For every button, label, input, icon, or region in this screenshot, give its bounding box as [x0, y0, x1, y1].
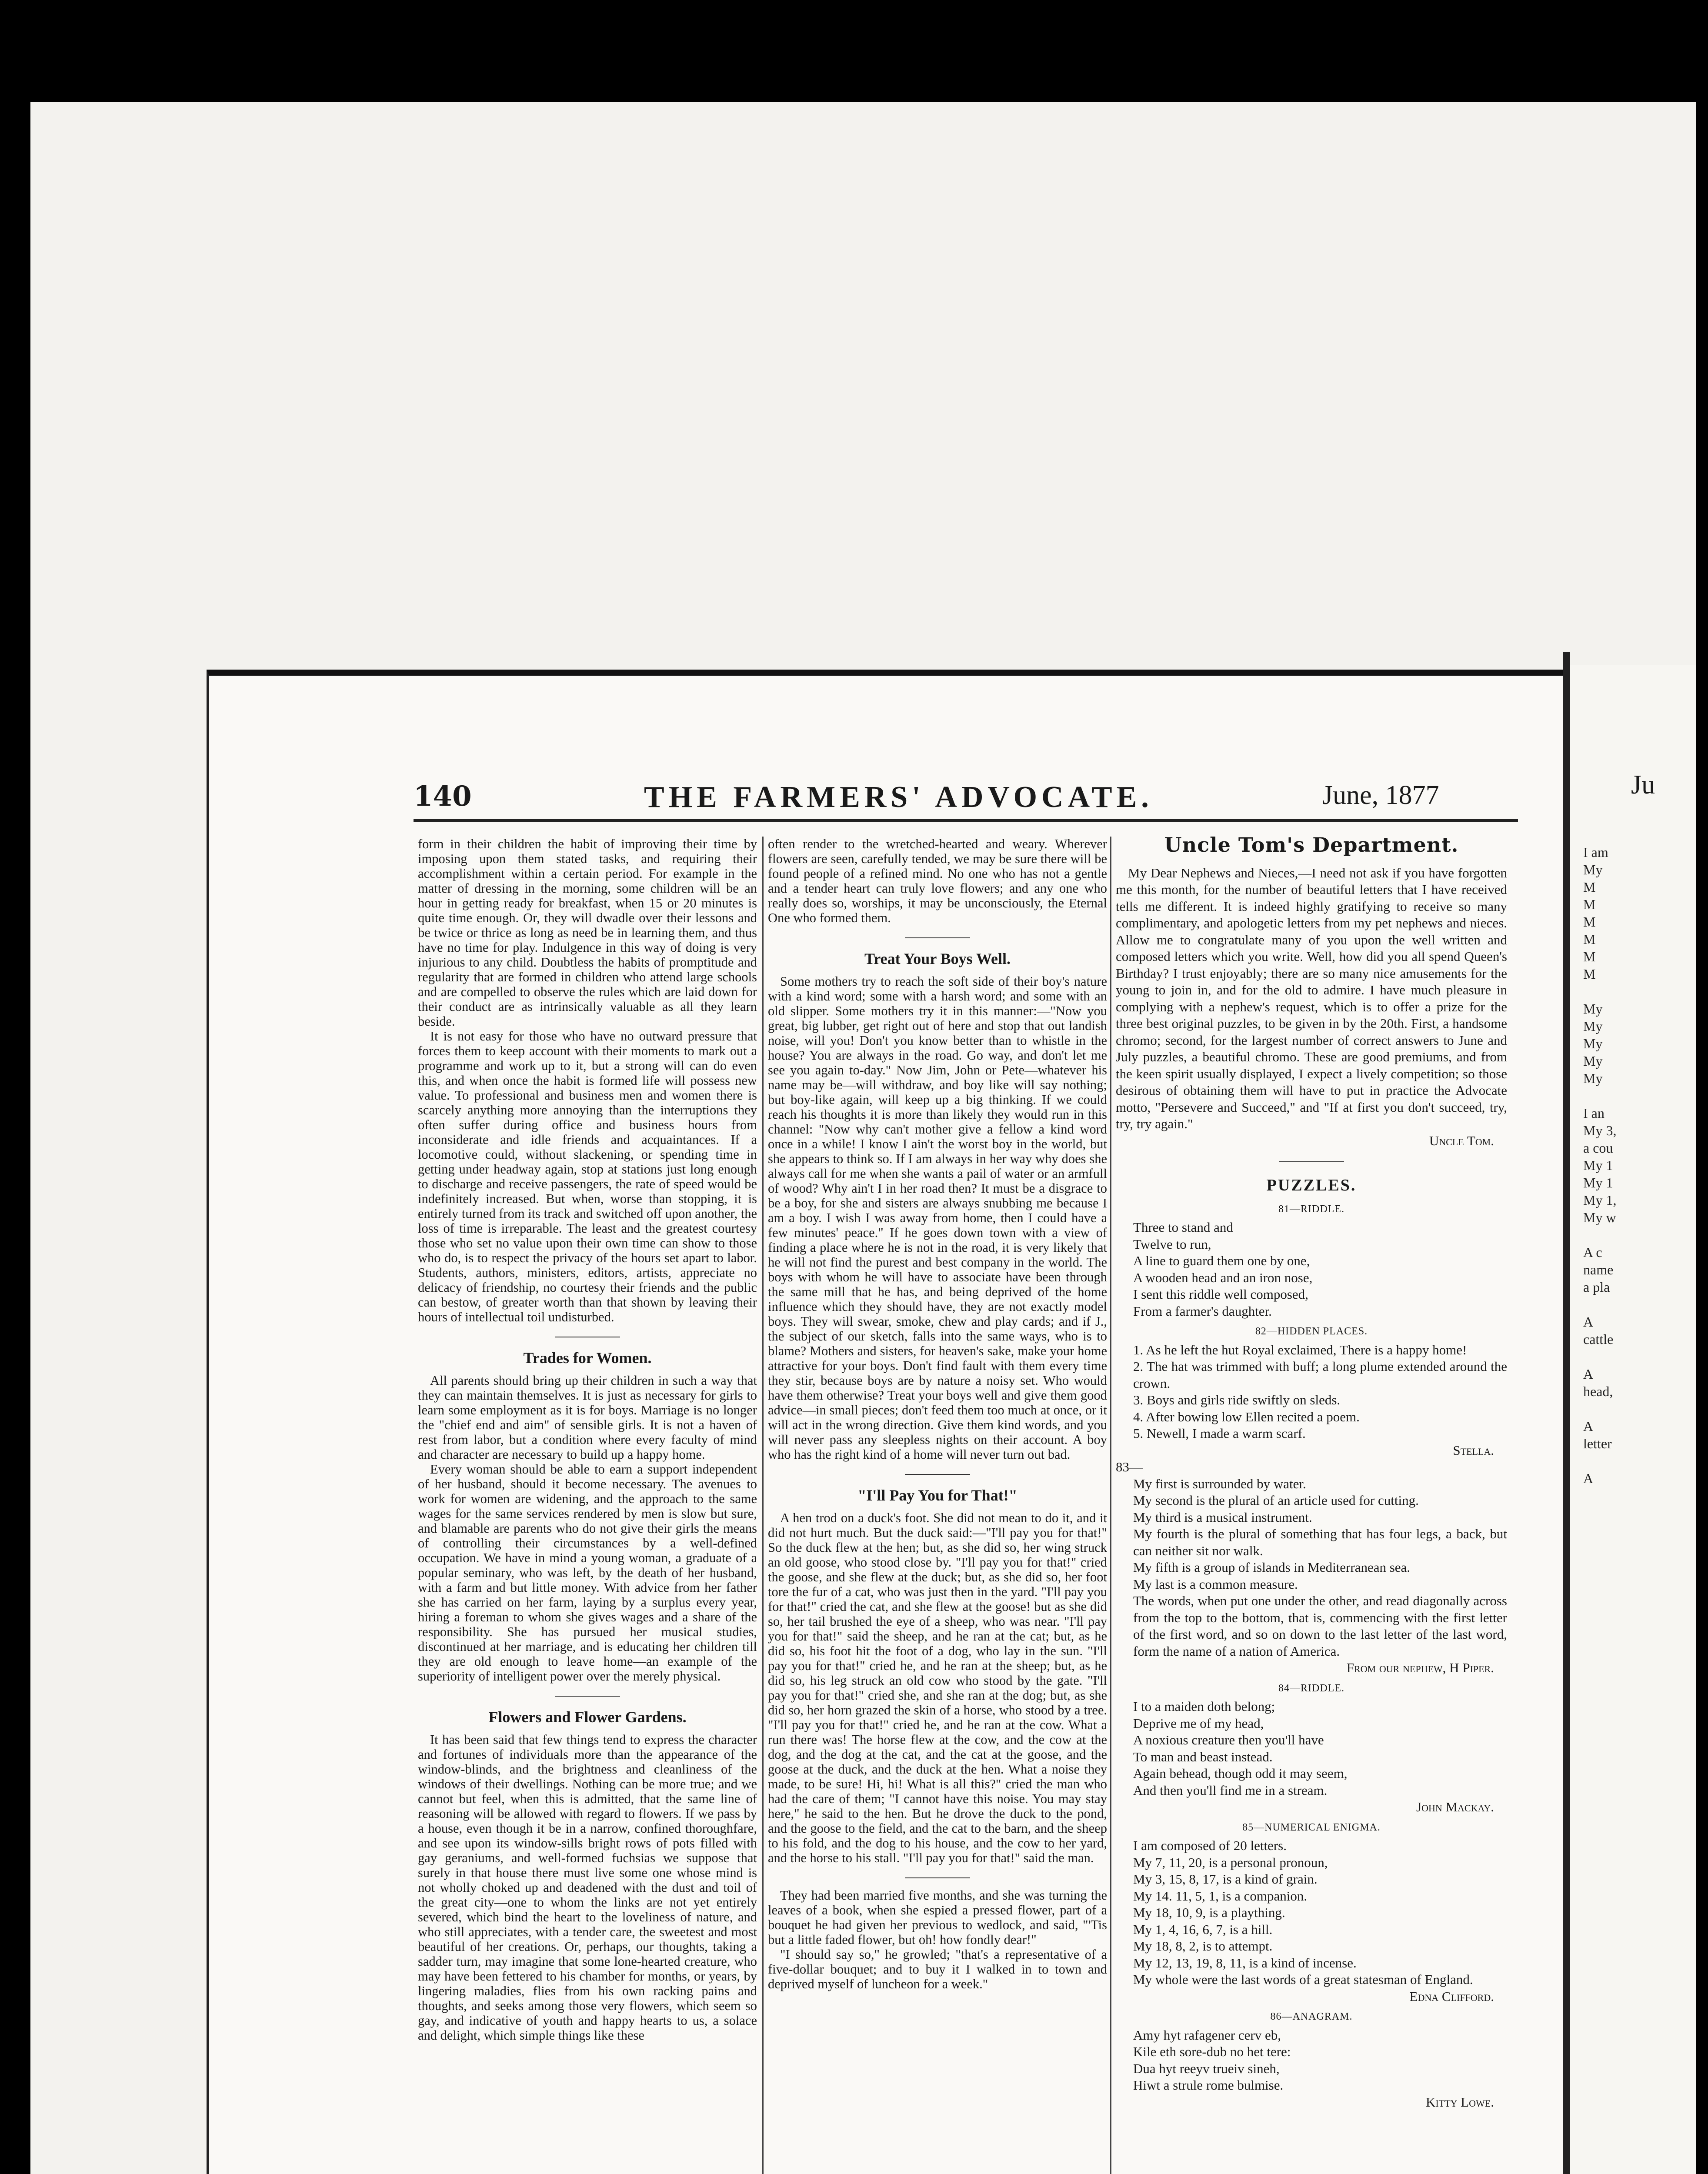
text-line: My — [1583, 862, 1603, 877]
text-line: I am — [1583, 844, 1608, 860]
article-paragraph: It has been said that few things tend to express the character and fortunes of individuals more than the appearance of the window-blinds, and the brightness and cleanliness of the windows of their dwellings. Nothing can be more true; and we cannot but feel, when this is admitted, that the same line of reasoning will be allowed with regard to flowers. If we pass by a house, even though it be in a narrow, confined thoroughfare, and see upon its window-sills bright rows of pots filled with gay geraniums, and well-formed fuchsias we suppose that surely in that house there must live some one whose mind is not wholly choked up and deadened with the dust and toil of the great city—one to whom the links are not yet entirely severed, which bind the heart to the loveliness of nature, and who still appreciates, with a tender care, the sweetest and most beautiful of her creations. Or, perhaps, our thoughts, taking a sadder turn, may imagine that some lone-hearted creature, who may have been fettered to his chamber for months, or years, by lingering maladies, flies from his own racking pains and thoughts, and seeks among those very flowers, which seem so gay, and indicative of youth and happy hearts to us, a solace and delight, which simple things like these — [418, 1732, 757, 2043]
article-heading-pay: "I'll Pay You for That!" — [857, 1487, 1017, 1504]
text-line — [1583, 983, 1696, 1000]
text-line: My third is a musical instrument. — [1133, 1509, 1312, 1525]
article-separator — [1279, 1161, 1344, 1162]
article-heading-boys: Treat Your Boys Well. — [864, 950, 1011, 967]
text-line: Deprive me of my head, — [1133, 1715, 1264, 1731]
text-line — [1583, 1226, 1696, 1244]
puzzle-81-lines — [1133, 1219, 1507, 1320]
puzzle-heading: 82—HIDDEN PLACES. — [1255, 1326, 1368, 1337]
text-line: I to a maiden doth belong; — [1133, 1699, 1275, 1714]
text-line: My 1, — [1583, 1192, 1617, 1208]
column-3 — [1116, 837, 1507, 2174]
puzzle-heading: 84—RIDDLE. — [1278, 1682, 1344, 1694]
masthead-title: THE FARMERS' ADVOCATE. — [644, 780, 1153, 814]
text-line: My 12, 13, 19, 8, 11, is a kind of incense. — [1133, 1955, 1357, 1971]
text-line: M — [1583, 879, 1596, 895]
text-line — [1583, 1296, 1696, 1313]
puzzle-heading: 83— — [1116, 1459, 1143, 1474]
film-border-top — [0, 0, 1708, 102]
text-line: A noxious creature then you'll have — [1133, 1732, 1324, 1747]
text-line: My — [1583, 1070, 1603, 1086]
article-paragraph: Some mothers try to reach the soft side of their boy's nature with a kind word; some with a harsh word; and some with an old slipper. Some mothers try it in this manner:—"Now you great, big lubber, get right out of here and stop that out landish noise, will you! Don't you know better than to whistle in the house? You are always in the road. Go way, and don't let me see you again to-day." Now Jim, John or Pete—whatever his name may be—will withdraw, and boy like will say nothing; but boy-like again, will keep up a big thinking. If we could reach his thoughts it is more than likely they would run in this channel: "Now why can't mother give a fellow a kind word once in a while! I know I ain't the worst boy in the world, but she appears to think so. If I am always in her way why does she always call for me when she wants a pail of water or an armfull of wood? Why ain't I in her road then? It must be a disgrace to be a boy, for she and sisters are always snubbing me because I am a boy. I wish I was away from home, then I could have a few minutes' peace." If he goes down town with a view of finding a place where he is not in the road, it is very likely that he will not find the purest and best company in the world. The boys with whom he will have to associate have been through the same mill that he has, and being deprived of the home influence which they should have, they are not exactly model boys. They will swear, smoke, chew and play cards; and if J., the subject of our sketch, falls into the same ways, who is to blame? Mothers and sisters, for heaven's sake, make your home attractive for your boys. Don't find fault with them every time they stir, because boys are by nature a noisy set. Who would have them otherwise? Treat your boys well and give them good advice—in small pieces; don't feed them too much at once, or it will act in the wrong direction. Give them kind words, and you will never pass any sleepless nights on their account. A boy who has the right kind of a home will never turn out bad. — [768, 974, 1107, 1462]
text-line: And then you'll find me in a stream. — [1133, 1782, 1328, 1798]
article-paragraph: Every woman should be able to earn a support independent of her husband, should it become necessary. The avenues to work for women are widening, and the approach to the same wages for the same services rendered by men is slow but sure, and blamable are parents who do not give their girls the means of controlling their circumstances by a well-defined occupation. We have in mind a young woman, a graduate of a popular seminary, who was left, by the death of her husband, with a farm and but little money. With advice from her father she has carried on her farm, laying by a surplus every year, hiring a foreman to whom she gives wages and a share of the responsibility. She has pursued her musical studies, discontinued at her marriage, and is educating her children till they are old enough to leave home—an example of the superiority of intelligent power over the merely physical. — [418, 1462, 757, 1684]
text-line: A — [1583, 1470, 1594, 1486]
text-line: My 18, 10, 9, is a plaything. — [1133, 1905, 1285, 1920]
text-line: My fourth is the plural of something that has four legs, a back, but can neither sit nor walk. — [1133, 1526, 1507, 1558]
puzzle-heading: 81—RIDDLE. — [1278, 1203, 1344, 1215]
text-line: My 1 — [1583, 1157, 1613, 1173]
issue-date: June, 1877 — [1322, 780, 1439, 810]
text-line: My first is surrounded by water. — [1133, 1476, 1306, 1491]
text-line: 4. After bowing low Ellen recited a poem. — [1133, 1409, 1360, 1424]
puzzles-heading: PUZZLES. — [1266, 1176, 1357, 1194]
article-paragraph: A hen trod on a duck's foot. She did not mean to do it, and it did not hurt much. But the duck said:—"I'll pay you for that!" So the duck flew at the hen; but, as she did so, her wing struck an old goose, who stood close by. "I'll pay you for that!" cried the goose, and she flew at the duck; but, as she did so, her foot tore the fur of a cat, who was just then in the yard. "I'll pay you for that!" cried the cat, and she flew at the goose! but as she did so, her tail brushed the eye of a sheep, who was near. "I'll pay you for that!" said the sheep, and he ran at the cat; but, as he did so, his foot hit the foot of a dog, who lay in the sun. "I'll pay you for that!" cried he, and he ran at the sheep; but, as he did so, his leg struck an old cow who stood by the gate. "I'll pay you for that!" cried she, and she ran at the dog; but, as she did so, her horn grazed the skin of a horse, who stood by a tree. "I'll pay you for that!" cried he, and he ran at the cow. What a run there was! The horse flew at the cow, and the cow at the dog, and the dog at the cat, and the cat at the goose, and the goose at the duck, and the duck at the hen. What a noise they made, to be sure! Hi, hi! What is all this?" cried the man who had the care of them; "I cannot have this noise. You may stay here," he said to the hen. But he drove the duck to the pond, and the goose to the field, and the cat to the barn, and the sheep to his fold, and the dog to his house, and the cow to her yard, and the horse to his stall. "I'll pay you for that!" said the man. — [768, 1510, 1107, 1865]
text-line: M — [1583, 914, 1596, 930]
text-line: 3. Boys and girls ride swiftly on sleds. — [1133, 1392, 1341, 1407]
department-title: Uncle Tom's Department. — [1164, 837, 1459, 857]
text-line: My — [1583, 1018, 1603, 1034]
text-line: My 3, 15, 8, 17, is a kind of grain. — [1133, 1871, 1318, 1887]
text-line: 1. As he left the hut Royal exclaimed, There is a happy home! — [1133, 1342, 1467, 1357]
text-line: A — [1583, 1418, 1594, 1434]
text-line: Dua hyt reeyv trueiv sineh, — [1133, 2061, 1280, 2076]
newspaper-page — [207, 670, 1568, 2174]
film-border-right — [1696, 0, 1708, 2174]
text-line: letter — [1583, 1436, 1612, 1451]
signature: John Mackay. — [1416, 1799, 1494, 1814]
puzzle-84-lines — [1133, 1698, 1507, 1799]
text-line: The words, when put one under the other, and read diagonally across from the top to the bottom, that is, commencing with the first letter of the first word, and so on down to the last letter of the last word, form the name of a nation of America. — [1133, 1593, 1507, 1659]
uncle-tom-letter: My Dear Nephews and Nieces,—I need not ask if you have forgotten me this month, for the number of beautiful letters that I have received tells me different. It is indeed highly gratifying to receive so many complimentary, and apologetic letters from my pet nephews and nieces. Allow me to congratulate many of you upon the well written and composed letters which you write. Well, how did you all spend Queen's Birthday? I trust enjoyably; there are so many nice amusements for the young to join in, and for the old to admire. I have much pleasure in complying with a nephew's request, which is to offer a prize for the three best original puzzles, to be given in by the 20th. First, a handsome chromo; second, for the largest number of correct answers to June and July puzzles, a beautiful chromo. These are good premiums, and from the keen spirit usually displayed, I expect a lively competition; so those desirous of obtaining them will have to put in practice the Advocate motto, "Persevere and Succeed," and "If at first you don't succeed, try, try, try again." — [1116, 865, 1507, 1131]
header-rule — [414, 819, 1518, 822]
article-paragraph: It is not easy for those who have no outward pressure that forces them to keep account with their moments to mark out a programme and work up to it, but a strong will can do even this, and when once the habit is formed life will possess new value. To professional and business men and women there is scarcely anything more annoying than the interruptions they often suffer during office and business hours from inconsiderate and idle friends and acquaintances. If a locomotive could, without slackening, or spending time in getting under headway again, stop at stations just long enough to discharge and receive passengers, the rate of speed would be indefinitely increased. But when, worse than stopping, it is entirely turned from its track and switched off upon another, the loss of time is irreparable. The least and the greatest courtesy those who set no value upon their own time can show to those who do, is to respect the privacy of the hours set apart to labor. Students, authors, ministers, editors, artists, appreciate no delicacy of friendship, no courtesy their friends and the public can bestow, of greater worth than that shown by leaving their hours of intellectual toil undisturbed. — [418, 1029, 757, 1324]
text-line: M — [1583, 949, 1596, 964]
text-line — [1583, 1452, 1696, 1470]
text-line: Amy hyt rafagener cerv eb, — [1133, 2027, 1281, 2043]
text-line: From a farmer's daughter. — [1133, 1303, 1272, 1319]
text-line: My 18, 8, 2, is to attempt. — [1133, 1938, 1273, 1954]
signature: Uncle Tom. — [1429, 1133, 1494, 1148]
film-border-left — [0, 0, 30, 2174]
article-continuation: often render to the wretched-hearted and weary. Wherever flowers are seen, carefully tended, we may be sure there will be found people of a refined mind. No one who has not a gentle and a tender heart can truly love flowers; and any one who really does so, worships, it may be unconsciously, the Eternal One who formed them. — [768, 837, 1107, 925]
text-line: A wooden head and an iron nose, — [1133, 1270, 1313, 1285]
text-line: 2. The hat was trimmed with buff; a long plume extended around the crown. — [1133, 1359, 1507, 1391]
article-paragraph: "I should say so," he growled; "that's a representative of a five-dollar bouquet; and to buy it I walked in to town and deprived myself of luncheon for a week." — [768, 1947, 1107, 1991]
text-line: My — [1583, 1053, 1603, 1069]
text-line: Again behead, though odd it may seem, — [1133, 1766, 1348, 1781]
text-line: name — [1583, 1262, 1614, 1277]
signature: From our nephew, H Piper. — [1346, 1660, 1494, 1675]
text-line: a pla — [1583, 1279, 1610, 1295]
text-line: M — [1583, 931, 1596, 947]
text-line: My 1 — [1583, 1175, 1613, 1190]
text-line: My 7, 11, 20, is a personal pronoun, — [1133, 1854, 1328, 1870]
text-line: My last is a common measure. — [1133, 1576, 1298, 1592]
adjacent-page-lines — [1570, 844, 1696, 1487]
text-line: Kile eth sore-dub no het tere: — [1133, 2044, 1291, 2059]
text-line: My whole were the last words of a great statesman of England. — [1133, 1972, 1473, 1987]
text-line: My fifth is a group of islands in Mediterranean sea. — [1133, 1560, 1411, 1575]
text-line: My second is the plural of an article used for cutting. — [1133, 1493, 1419, 1508]
article-continuation: form in their children the habit of improving their time by imposing upon them stated tasks, and requiring their accomplishment within a certain period. For example in the matter of dressing in the morning, some children will be an hour in getting ready for breakfast, when 15 or 20 minutes is quite time enough. Or, they will dwadle over their lessons and be twice or thrice as long as need be in learning them, and thus have no time for play. Indulgence in this way of doing is very injurious to any child. Doubtless the habits of promptitude and regularity that are formed in children who attend large schools and are compelled to observe the rules which are laid down for their conduct are as intrinsically valuable as all they learn beside. — [418, 837, 757, 1029]
puzzle-heading: 85—NUMERICAL ENIGMA. — [1242, 1821, 1381, 1833]
text-line: My 14. 11, 5, 1, is a companion. — [1133, 1888, 1308, 1904]
book-spine — [1563, 652, 1570, 2174]
puzzle-85-lines — [1116, 1837, 1507, 1988]
column-divider — [1110, 837, 1111, 2174]
puzzle-heading: 86—ANAGRAM. — [1270, 2011, 1353, 2022]
text-line: A — [1583, 1366, 1594, 1382]
text-line: A c — [1583, 1244, 1602, 1260]
signature: Kitty Lowe. — [1425, 2094, 1494, 2110]
column-2 — [768, 837, 1107, 2174]
text-line — [1583, 1348, 1696, 1365]
text-line: My w — [1583, 1210, 1616, 1225]
text-line: Hiwt a strule rome bulmise. — [1133, 2077, 1284, 2093]
text-line: A line to guard them one by one, — [1133, 1253, 1310, 1268]
text-line: cattle — [1583, 1331, 1614, 1347]
text-line: head, — [1583, 1384, 1613, 1399]
puzzle-83-lines — [1116, 1476, 1507, 1660]
puzzle-82-lines — [1116, 1342, 1507, 1442]
adjacent-page-fragment — [1570, 665, 1696, 2174]
article-paragraph: All parents should bring up their children in such a way that they can maintain themselves. It is just as necessary for girls to learn some employment as it is for boys. Marriage is no longer the "chief end and aim" of sensible girls. It is not a haven of rest from labor, but a condition where every faculty of mind and character are necessary to build up a happy home. — [418, 1373, 757, 1462]
text-line: 5. Newell, I made a warm scarf. — [1133, 1426, 1306, 1441]
text-line: To man and beast instead. — [1133, 1749, 1273, 1764]
text-line: I sent this riddle well composed, — [1133, 1287, 1308, 1302]
article-heading-flowers: Flowers and Flower Gardens. — [488, 1708, 687, 1726]
text-line: Three to stand and — [1133, 1220, 1233, 1235]
text-line: a cou — [1583, 1140, 1613, 1156]
text-line: M — [1583, 966, 1596, 982]
article-heading-trades: Trades for Women. — [523, 1349, 652, 1367]
signature: Stella. — [1453, 1442, 1494, 1458]
text-line: Twelve to run, — [1133, 1236, 1211, 1252]
column-divider — [762, 837, 764, 2174]
article-separator — [905, 1877, 970, 1878]
puzzle-86-lines — [1133, 2027, 1507, 2094]
page-number: 140 — [414, 780, 472, 813]
signature: Edna Clifford. — [1409, 1988, 1494, 2004]
text-line: My 3, — [1583, 1123, 1617, 1138]
text-line — [1583, 1087, 1696, 1104]
adjacent-page-date: Ju — [1631, 770, 1655, 800]
text-line: M — [1583, 897, 1596, 912]
column-1 — [418, 837, 757, 2174]
text-line — [1583, 1400, 1696, 1417]
text-line: I am composed of 20 letters. — [1133, 1838, 1287, 1853]
text-line: My 1, 4, 16, 6, 7, is a hill. — [1133, 1921, 1273, 1937]
text-line: My — [1583, 1036, 1603, 1051]
text-line: A — [1583, 1314, 1594, 1330]
article-separator — [905, 1474, 970, 1475]
article-separator — [555, 1696, 620, 1697]
article-paragraph: They had been married five months, and she was turning the leaves of a book, when she espied a pressed flower, part of a bouquet he had given her previous to wedlock, and said, "'Tis but a little faded flower, but oh! how fondly dear!" — [768, 1888, 1107, 1947]
text-line: My — [1583, 1001, 1603, 1017]
article-separator — [905, 937, 970, 938]
text-line: I an — [1583, 1105, 1605, 1121]
